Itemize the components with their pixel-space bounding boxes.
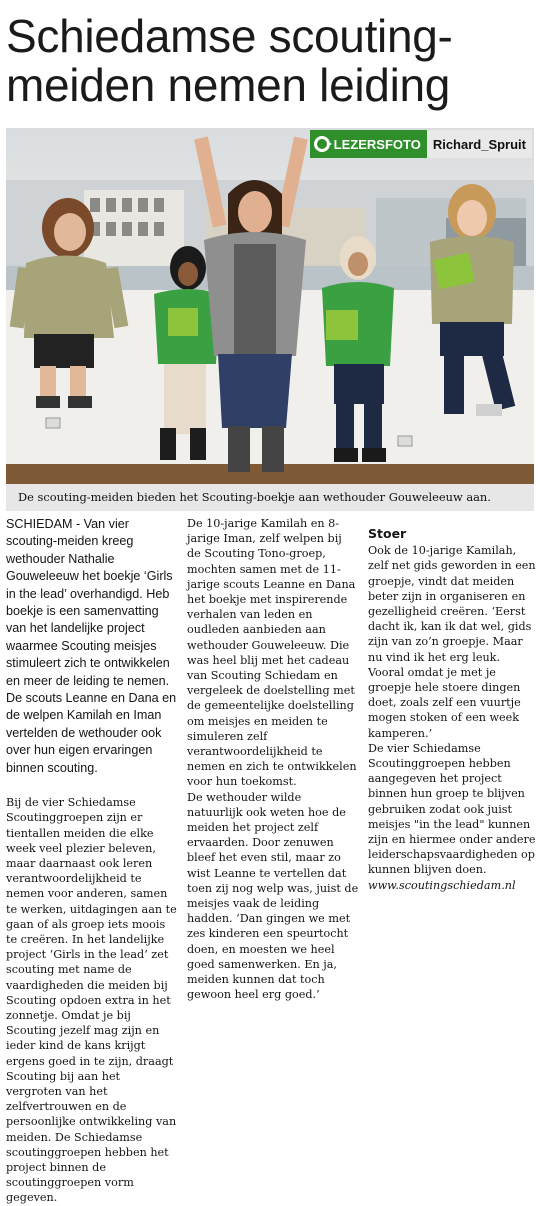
camera-icon — [314, 136, 330, 152]
article-column-2 — [187, 516, 359, 1003]
photo-caption: De scouting-meiden bieden het Scouting-boekje aan wethouder Gouweleeuw aan. — [6, 484, 534, 511]
body-paragraph-2: De 10-jarige Kamilah en 8-jarige Iman, zelf welpen bij de Scouting Tono-groep, mochten samen met de 11-jarige scouts Leanne en Dana het boekje met inspirerende verhalen van leden en oudleden aanbieden aan wethouder Gouweleeuw. Die was heel blij met het cadeau van Scouting Schiedam en vergeleek de doelstelling met de gemeentelijke doelstelling om meisjes en meiden te simuleren zelf verantwoordelijkheid te nemen en zich te ontwikkelen voor hun toekomst. — [187, 517, 357, 789]
article-photo — [6, 128, 534, 484]
headline-line-2: meiden nemen leiding — [6, 59, 451, 111]
body-paragraph-3: De wethouder wilde natuurlijk ook weten hoe de meiden het project zelf ervaarden. Door zenuwen bleef het even stil, maar zo wist Leanne te vertellen dat toen zij nog welp was, juist de meisjes vaak de leiding hadden. ‘Dan gingen we met zes kinderen een speurtocht doen, en moesten we heel goed samenwerken. En ja, meiden kunnen dat toch gewoon heel erg goed.’ — [187, 790, 359, 1002]
body-paragraph-1: Bij de vier Schiedamse Scoutinggroepen zijn er tientallen meiden die elke week veel plezier beleven, maar daarnaast ook leren verantwoordelijkheid te nemen voor anderen, samen te werken, uitdagingen aan te gaan of als groep iets moois te creëren. In het landelijke project ‘Girls in the lead’ zet scouting met name de vaardigheden die meiden bij Scouting opdoen extra in het zonnetje. Omdat je bij Scouting jezelf mag zijn en ieder kind de kans krijgt ergens goed in te zijn, draagt Scouting bij aan het vergroten van het zelfvertrouwen en de persoonlijke ontwikkeling van meiden. De Schiedamse scoutinggroepen hebben het project binnen de scoutinggroepen vorm gegeven. — [6, 796, 177, 1205]
lead-text: - Van vier scouting-meiden kreeg wethouder Nathalie Gouweleeuw het boekje ‘Girls in the lead’ overhandigd. Heb boekje is een samenvatting van het landelijke project waarmee Scouting meisjes stimuleert zich te ontwikkelen en meer de leiding te nemen. De scouts Leanne en Dana en de welpen Kamilah en Iman vertelden de wethouder ook over hun eigen ervaringen binnen scouting. — [6, 517, 177, 775]
photographer-name: Richard_Spruit — [427, 130, 532, 158]
lead-paragraph — [6, 516, 178, 777]
headline — [6, 12, 536, 110]
article-column-3 — [368, 516, 536, 893]
lezersfoto-text: LEZERSFOTO — [333, 136, 421, 152]
subheading: Stoer — [368, 526, 407, 541]
body-paragraph-5: De vier Schiedamse Scoutinggroepen hebben aangegeven het project binnen hun groep te blijven gebruiken zodat ook juist meisjes "in the lead" kunnen zijn en hiermee onder andere leiderschapsvaardigheden op kunnen blijven doen. — [368, 741, 536, 877]
lezersfoto-badge — [310, 130, 532, 158]
lezersfoto-label — [310, 130, 427, 158]
article-column-1 — [6, 516, 178, 1206]
photo-illustration — [6, 128, 534, 484]
website-link[interactable]: www.scoutingschiedam.nl — [368, 878, 516, 892]
body-paragraph-4: Ook de 10-jarige Kamilah, zelf net gids geworden in een groepje, vindt dat meiden beter zijn in organiseren en gezelligheid creëren. ‘Eerst dacht ik, kan ik dat wel, gids zijn van zo’n groepje. Maar nu vind ik het erg leuk. Vooral omdat je met je groepje hele stoere dingen doet, zoals zelf een vuurtje mogen stoken of een week kamperen.’ — [368, 544, 536, 740]
dateline: SCHIEDAM — [6, 517, 73, 531]
headline-line-1: Schiedamse scouting- — [6, 10, 453, 62]
